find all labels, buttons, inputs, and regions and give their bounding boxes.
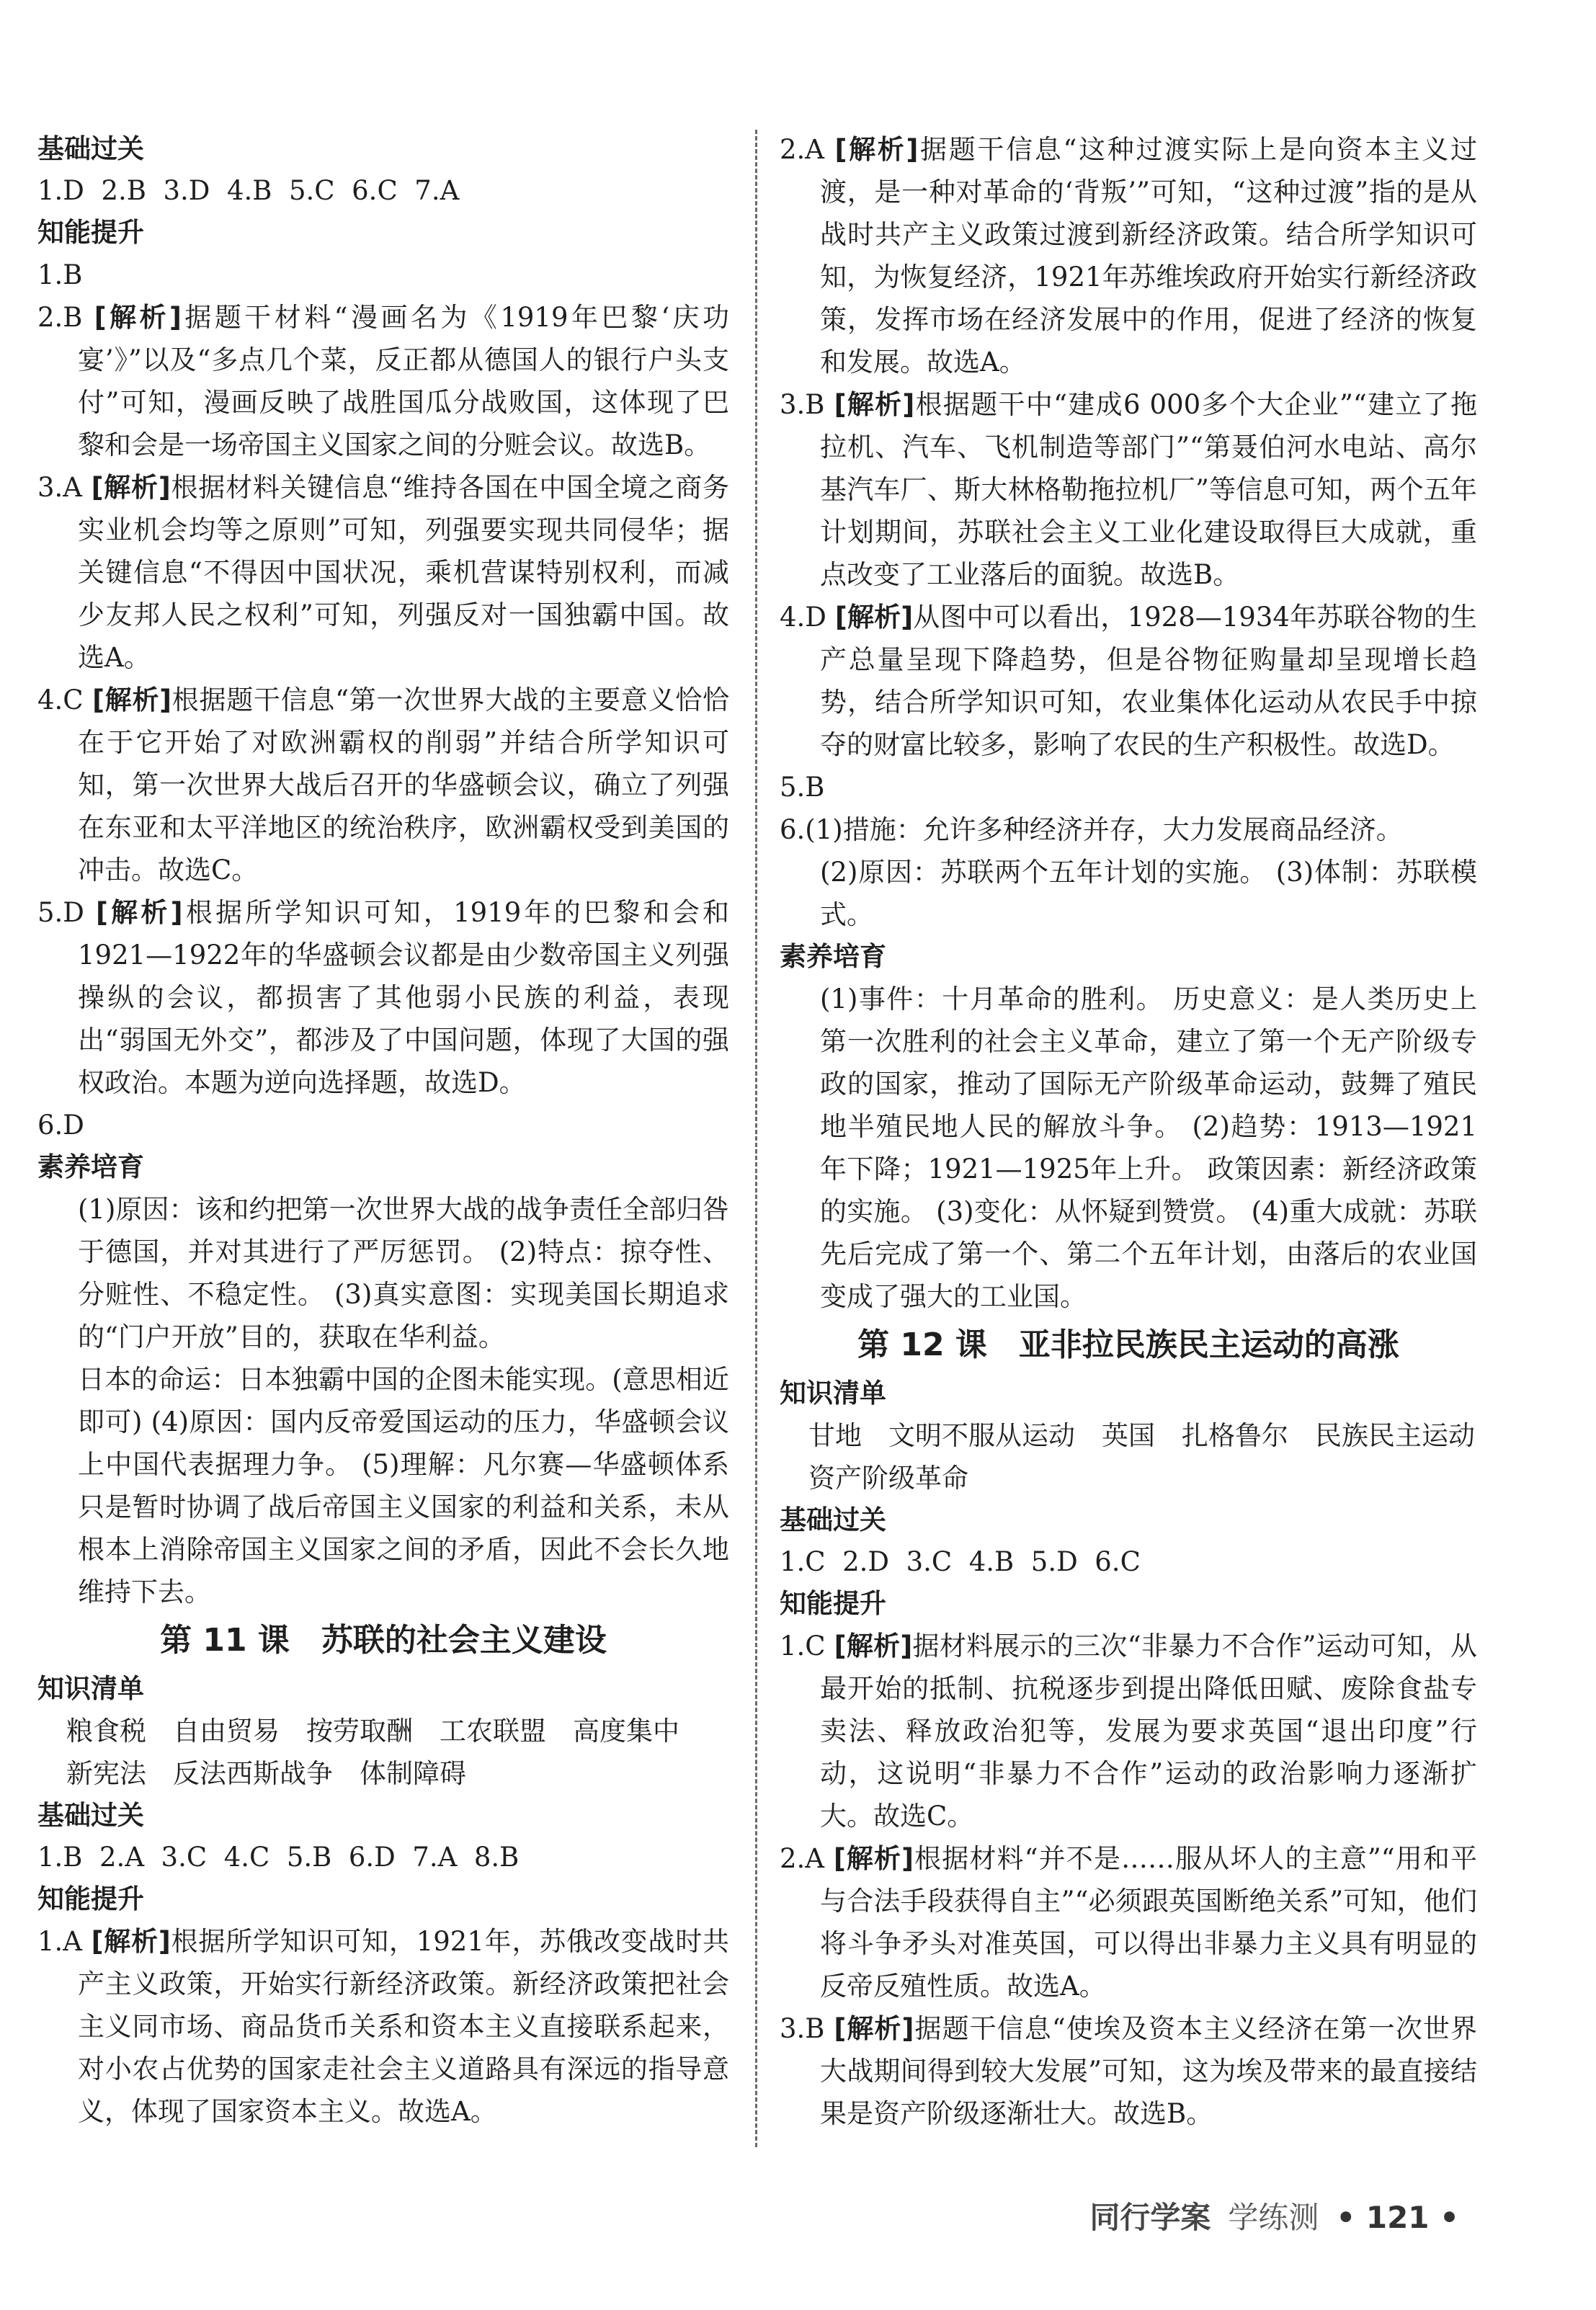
analysis-tag: [解析]: [834, 1631, 913, 1662]
analysis-tag: [解析]: [91, 1926, 171, 1957]
item-number: 3.A: [37, 472, 83, 503]
answer-item: [37, 679, 729, 891]
answer-item: [37, 1920, 729, 2133]
analysis-tag: [解析]: [94, 302, 182, 333]
answer-item: 5.B: [780, 772, 825, 803]
answer-item: [780, 128, 1477, 383]
analysis-tag: [解析]: [95, 897, 183, 928]
paragraph: (2)原因：苏联两个五年计划的实施。 (3)体制：苏联模式。: [820, 857, 1477, 930]
answer-item: [37, 466, 729, 679]
paragraph: 日本的命运：日本独霸中国的企图未能实现。(意思相近即可) (4)原因：国内反帝爱国运动的压力，华盛顿会议上中国代表据理力争。 (5)理解：凡尔赛—华盛顿体系只是暂时协调了战后帝国主义国家的利益和关系，未从根本上消除帝国主义国家之间的矛盾，因此不会长久地维持下去。: [78, 1364, 729, 1607]
answer-item: [780, 1837, 1477, 2007]
answer-item: 6.D: [37, 1110, 84, 1141]
section-title: 知识清单: [780, 1378, 886, 1409]
item-number: 2.B: [37, 302, 83, 333]
answer-item: 1.B: [37, 259, 83, 290]
answer-item: [780, 596, 1477, 766]
item-text: 据材料展示的三次“非暴力不合作”运动可知，从最开始的抵制、抗税逐步到提出降低田赋、废除食盐专卖法、释放政治犯等，发展为要求英国“退出印度”行动，这说明“非暴力不合作”运动的政治影响力逐渐扩大。故选C。: [820, 1631, 1477, 1832]
analysis-tag: [解析]: [91, 472, 171, 503]
item-number: 4.C: [37, 684, 84, 715]
answer-item: [37, 891, 729, 1104]
item-number: 3.B: [780, 2013, 825, 2044]
answer-row: 1.C 2.D 3.C 4.B 5.D 6.C: [780, 1546, 1141, 1577]
brand-subtitle: 学练测: [1228, 2200, 1319, 2235]
section-title: 基础过关: [37, 1800, 144, 1831]
keyword-list: 粮食税 自由贸易 按劳取酬 工农联盟 高度集中 新宪法 反法西斯战争 体制障碍: [66, 1716, 706, 1789]
item-text: 根据所学知识可知，1921年，苏俄改变战时共产主义政策，开始实行新经济政策。新经济政策把社会主义同市场、商品货币关系和资本主义直接联系起来，对小农占优势的国家走社会主义道路具有深远的指导意义，体现了国家资本主义。故选A。: [78, 1926, 729, 2127]
answer-item: [780, 1625, 1477, 1837]
item-number: 5.D: [37, 897, 84, 928]
item-number: 2.A: [780, 1843, 825, 1874]
answer-item: [780, 2007, 1477, 2135]
item-number: 1.A: [37, 1926, 83, 1957]
item-number: 2.A: [780, 134, 825, 165]
brand-name: 同行学案: [1089, 2200, 1211, 2235]
section-title: 素养培育: [37, 1151, 144, 1182]
item-text: 根据所学知识可知，1919年的巴黎和会和1921—1922年的华盛顿会议都是由少数帝国主义列强操纵的会议，都损害了其他弱小民族的利益，表现出“弱国无外交”，都涉及了中国问题，体现了大国的强权政治。本题为逆向选择题，故选D。: [78, 897, 729, 1098]
item-number: 3.B: [780, 389, 825, 420]
section-title: 知识清单: [37, 1673, 144, 1704]
answer-item: [37, 296, 729, 466]
item-text: 从图中可以看出，1928—1934年苏联谷物的生产总量呈现下降趋势，但是谷物征购量却呈现增长趋势，结合所学知识可知，农业集体化运动从农民手中掠夺的财富比较多，影响了农民的生产积极性。故选D。: [820, 602, 1477, 760]
answer-row: 1.D 2.B 3.D 4.B 5.C 6.C 7.A: [37, 175, 460, 206]
section-title: 知能提升: [37, 1883, 144, 1914]
item-text: 根据题干信息“第一次世界大战的主要意义恰恰在于它开始了对欧洲霸权的削弱”并结合所学知识可知，第一次世界大战后召开的华盛顿会议，确立了列强在东亚和太平洋地区的统治秩序，欧洲霸权受到美国的冲击。故选C。: [78, 684, 729, 886]
section-title: 基础过关: [37, 133, 144, 164]
section-title: 素养培育: [780, 941, 886, 972]
item-number: 4.D: [780, 602, 826, 633]
item-number: 1.C: [780, 1631, 826, 1662]
right-column: [780, 128, 1502, 2135]
item-text: 据题干信息“这种过渡实际上是向资本主义过渡，是一种对革命的‘背叛’”可知，“这种过渡”指的是从战时共产主义政策过渡到新经济政策。结合所学知识可知，为恢复经济，1921年苏维埃政府开始实行新经济政策，发挥市场在经济发展中的作用，促进了经济的恢复和发展。故选A。: [820, 134, 1478, 378]
analysis-tag: [解析]: [833, 1843, 914, 1874]
left-column: [37, 128, 729, 2133]
section-title: 知能提升: [780, 1588, 886, 1619]
item-text: 据题干材料“漫画名为《1919年巴黎‘庆功宴’》”以及“多点几个菜，反正都从德国人的银行户头支付”可知，漫画反映了战胜国瓜分战败国，这体现了巴黎和会是一场帝国主义国家之间的分赃会议。故选B。: [78, 302, 729, 460]
section-title: 知能提升: [37, 217, 144, 248]
column-divider: [755, 130, 757, 2147]
lesson-title: 第 12 课 亚非拉民族民主运动的高涨: [857, 1326, 1399, 1363]
section-title: 基础过关: [780, 1504, 886, 1535]
paragraph: (1)原因：该和约把第一次世界大战的战争责任全部归咎于德国，并对其进行了严厉惩罚。 (2)特点：掠夺性、分赃性、不稳定性。 (3)真实意图：实现美国长期追求的“门户开放”目的，获取在华利益。: [78, 1194, 729, 1352]
item-text: 根据题干中“建成6 000多个大企业”“建立了拖拉机、汽车、飞机制造等部门”“第聂伯河水电站、高尔基汽车厂、斯大林格勒拖拉机厂”等信息可知，两个五年计划期间，苏联社会主义工业化建设取得巨大成就，重点改变了工业落后的面貌。故选B。: [820, 389, 1478, 590]
answer-item: [780, 383, 1477, 596]
answer-item: 6.(1)措施：允许多种经济并存，大力发展商品经济。: [780, 814, 1403, 845]
answer-row: 1.B 2.A 3.C 4.C 5.B 6.D 7.A 8.B: [37, 1842, 520, 1873]
item-text: 根据材料关键信息“维持各国在中国全境之商务实业机会均等之原则”可知，列强要实现共同侵华；据关键信息“不得因中国状况，乘机营谋特别权利，而减少友邦人民之权利”可知，列强反对一国独霸中国。故选A。: [78, 472, 729, 673]
lesson-title: 第 11 课 苏联的社会主义建设: [160, 1622, 607, 1659]
analysis-tag: [解析]: [834, 389, 915, 420]
analysis-tag: [解析]: [92, 684, 172, 715]
analysis-tag: [解析]: [834, 134, 919, 165]
item-text: 据题干信息“使埃及资本主义经济在第一次世界大战期间得到较大发展”可知，这为埃及带来的最直接结果是资产阶级逐渐壮大。故选B。: [820, 2013, 1477, 2129]
page-footer: [1089, 2194, 1459, 2237]
analysis-tag: [解析]: [834, 602, 914, 633]
analysis-tag: [解析]: [834, 2013, 914, 2044]
item-text: 根据材料“并不是……服从坏人的主意”“用和平与合法手段获得自主”“必须跟英国断绝关系”可知，他们将斗争矛头对准英国，可以得出非暴力主义具有明显的反帝反殖性质。故选A。: [820, 1843, 1477, 2002]
keyword-list: 甘地 文明不服从运动 英国 扎格鲁尔 民族民主运动 资产阶级革命: [808, 1420, 1502, 1494]
page-number: • 121 •: [1336, 2200, 1459, 2235]
paragraph: (1)事件：十月革命的胜利。 历史意义：是人类历史上第一次胜利的社会主义革命，建立了第一个无产阶级专政的国家，推动了国际无产阶级革命运动，鼓舞了殖民地半殖民地人民的解放斗争。 (2)趋势：1913—1921年下降；1921—1925年上升。 政策因素：新经济政策的实施。 (3)变化：从怀疑到赞赏。 (4)重大成就：苏联先后完成了第一个、第二个五年计划，由落后的农业国变成了强大的工业国。: [820, 984, 1477, 1312]
